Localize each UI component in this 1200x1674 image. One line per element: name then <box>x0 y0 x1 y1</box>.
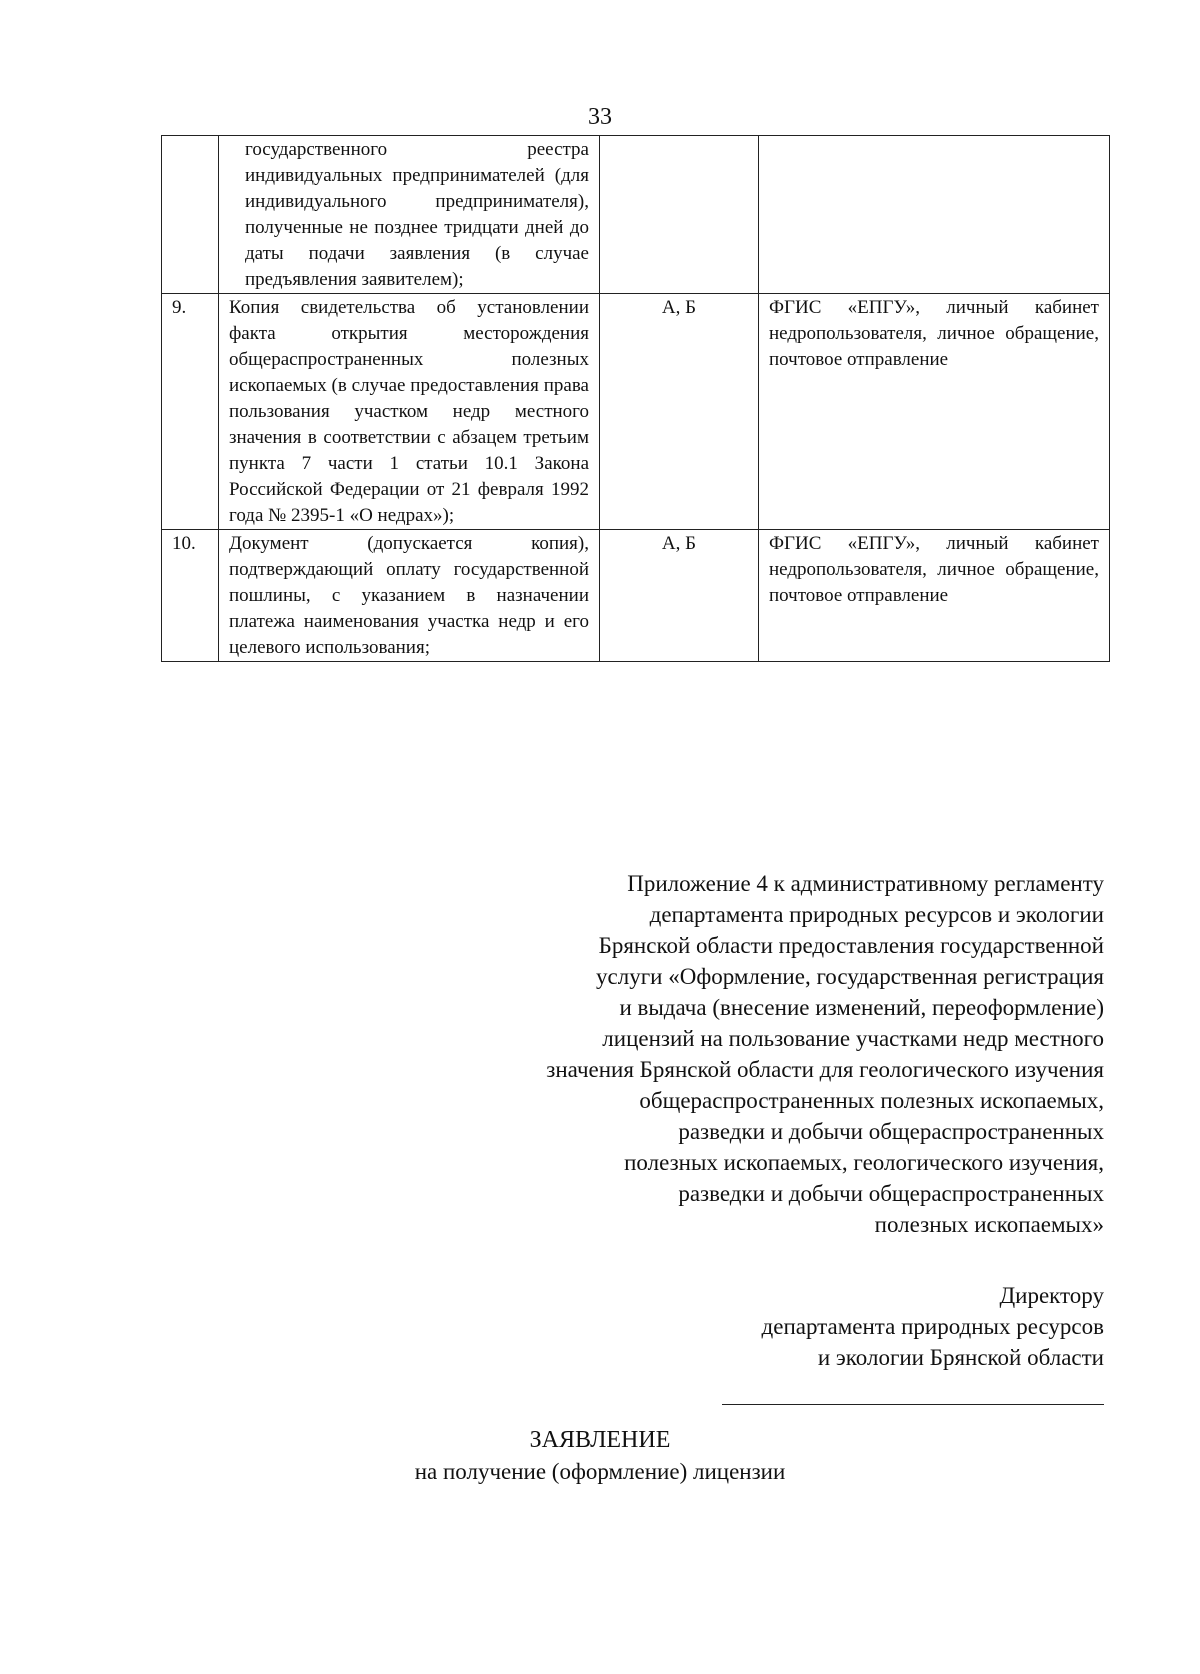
appendix-line: лицензий на пользование участками недр местного <box>602 1026 1104 1051</box>
appendix-line: полезных ископаемых, геологического изучения, <box>624 1150 1104 1175</box>
row-category-code <box>600 136 759 294</box>
row-submission-ways: ФГИС «ЕПГУ», личный кабинет недропользователя, личное обращение, почтовое отправление <box>759 294 1110 530</box>
documents-table <box>161 135 1110 662</box>
table-row <box>162 136 1110 294</box>
addressee-block <box>584 1280 1104 1373</box>
appendix-line: общераспространенных полезных ископаемых, <box>639 1088 1104 1113</box>
appendix-line: департамента природных ресурсов и экологии <box>649 902 1104 927</box>
row-description: государственного реестра индивидуальных предпринимателей (для индивидуального предпринимателя), полученные не позднее тридцати дней до даты подачи заявления (в случае предъявления заявителем); <box>219 136 600 294</box>
page-number: 33 <box>588 104 612 130</box>
appendix-line: Приложение 4 к административному регламенту <box>627 871 1104 896</box>
row-description: Копия свидетельства об установлении факта открытия месторождения общераспространенных полезных ископаемых (в случае предоставления права пользования участком недр местного значения в соответствии с абзацем третьим пункта 7 части 1 статьи 10.1 Закона Российской Федерации от 21 февраля 1992 года № 2395-1 «О недрах»); <box>219 294 600 530</box>
row-number: 10. <box>162 530 219 662</box>
table-row <box>162 294 1110 530</box>
addressee-line: Директору <box>999 1283 1104 1308</box>
appendix-line: разведки и добычи общераспространенных <box>678 1119 1104 1144</box>
appendix-line: полезных ископаемых» <box>874 1212 1104 1237</box>
appendix-line: и выдача (внесение изменений, переоформление) <box>619 995 1104 1020</box>
row-category-code: А, Б <box>600 294 759 530</box>
row-number <box>162 136 219 294</box>
document-heading: ЗАЯВЛЕНИЕ <box>529 1427 671 1453</box>
row-description: Документ (допускается копия), подтверждающий оплату государственной пошлины, с указанием в назначении платежа наименования участка недр и его целевого использования; <box>219 530 600 662</box>
addressee-line: и экологии Брянской области <box>817 1345 1104 1370</box>
row-submission-ways: ФГИС «ЕПГУ», личный кабинет недропользователя, личное обращение, почтовое отправление <box>759 530 1110 662</box>
appendix-line: разведки и добычи общераспространенных <box>678 1181 1104 1206</box>
table-row <box>162 530 1110 662</box>
row-submission-ways <box>759 136 1110 294</box>
appendix-header <box>384 868 1104 1240</box>
addressee-line: департамента природных ресурсов <box>761 1314 1104 1339</box>
appendix-line: услуги «Оформление, государственная регистрация <box>596 964 1104 989</box>
appendix-line: значения Брянской области для геологического изучения <box>546 1057 1104 1082</box>
signature-line <box>722 1404 1104 1405</box>
document-subheading: на получение (оформление) лицензии <box>414 1459 786 1484</box>
row-number: 9. <box>162 294 219 530</box>
appendix-line: Брянской области предоставления государственной <box>598 933 1104 958</box>
row-category-code: А, Б <box>600 530 759 662</box>
